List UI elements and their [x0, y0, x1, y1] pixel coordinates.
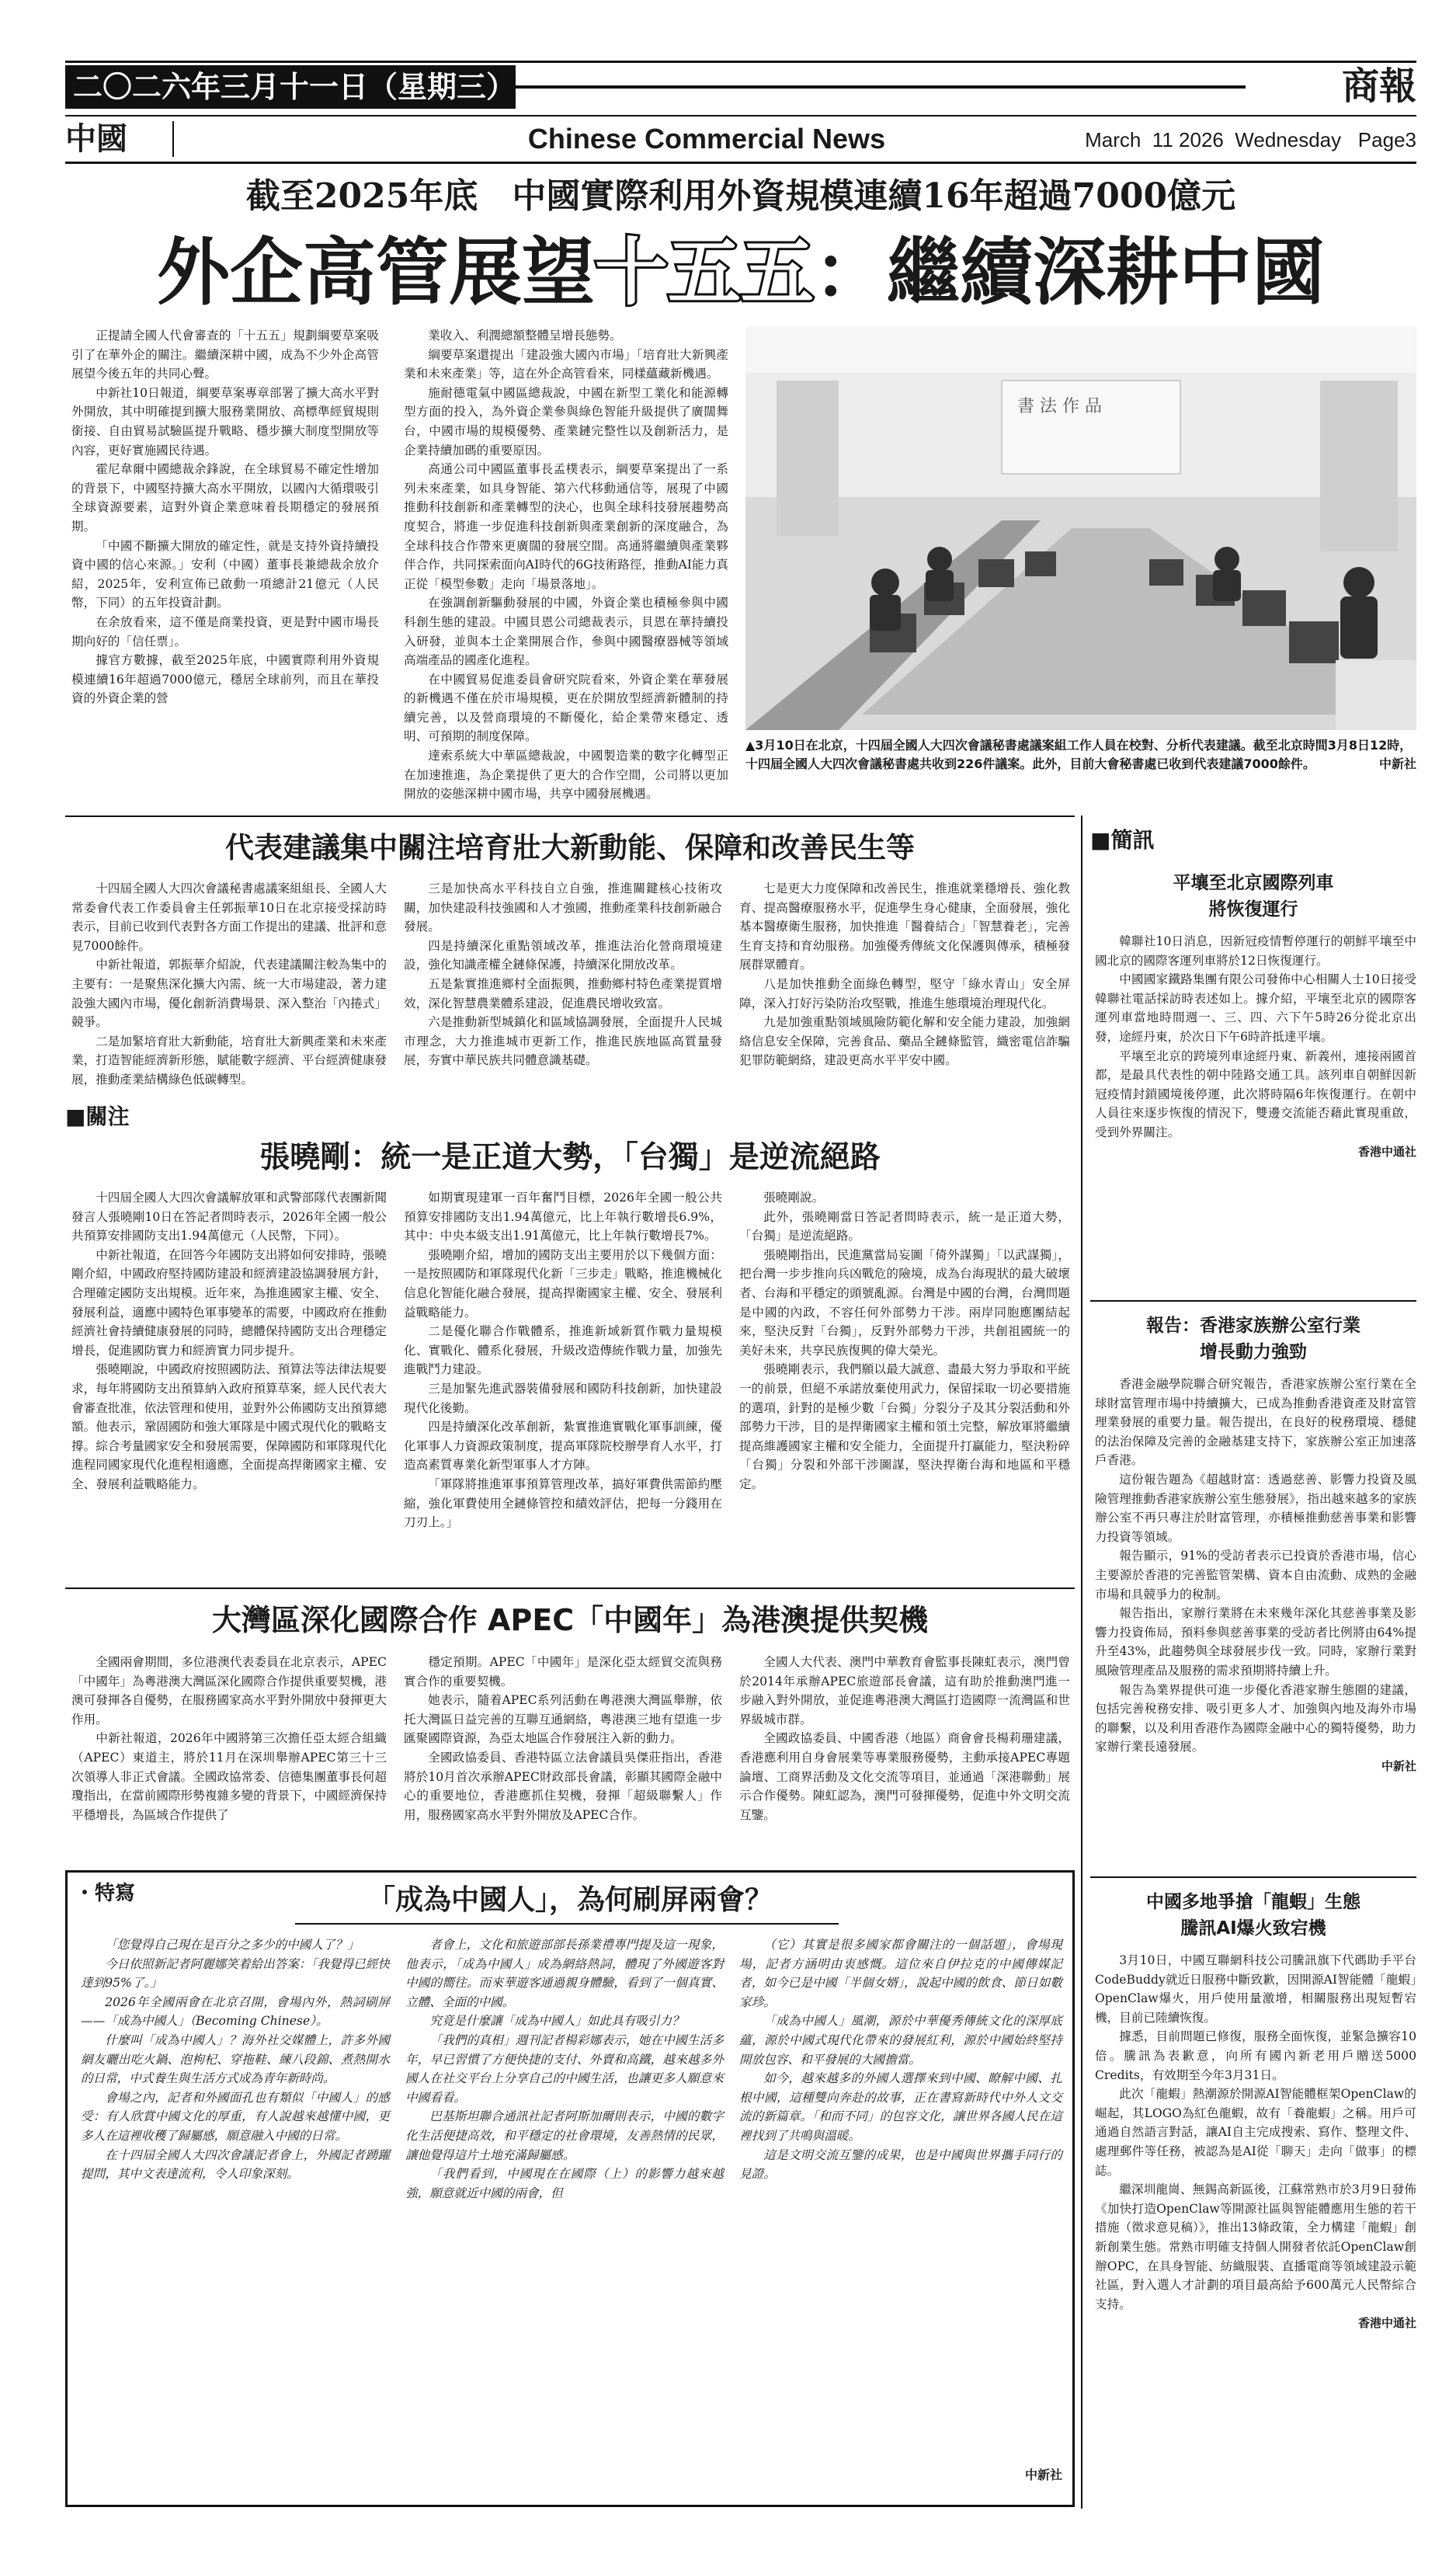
sidebar-item3-headline: 中國多地爭搶「龍蝦」生態 騰訊AI爆火致宕機: [1146, 1892, 1360, 1939]
masthead-bottom-rule: [65, 162, 1416, 164]
feature-head-rule: [295, 1923, 839, 1925]
headline-part-a: 外企高管展望: [156, 231, 595, 315]
headline-part-c: ：繼續深耕中國: [814, 231, 1326, 315]
sidebar-vrule: [1081, 816, 1082, 2509]
story2-col-2: 三是加快高水平科技自立自強，推進關鍵核心技術攻關，加快建設科技強國和人才強國，推動產業科技創新融合發展。 四是持續深化重點領域改革，推進法治化營商環境建設，強化知識產權全鏈條保護，持續深化開放改革。 五是紮實推進鄉村全面振興，推動鄉村特色產業提質增效，深化智慧農業體系建設，促進農民增收致富。 六是推動新型城鎮化和區域協調發展，全面提升人民城市理念，大力推進城市更新工作，推進民族地區高質量發展，夯實中華民族共同體意識基礎。: [404, 882, 722, 1068]
story3-col-3: 張曉剛說。 此外，張曉剛當日答記者問時表示，統一是正道大勢，「台獨」是逆流絕路。 張曉剛指出，民進黨當局妄圖「倚外謀獨」「以武謀獨」，把台灣一步步推向兵凶戰危的險境，成為台海現狀的最大破壞者、台海和平穩定的頭號亂源。台灣是中國的台灣，台灣問題是中國的內政，不容任何外部勢力干涉。兩岸同胞應團結起來，堅決反對「台獨」，反對外部勢力干涉，共創祖國統一的美好未來，共享民族復興的偉大榮光。 張曉剛表示，我們願以最大誠意、盡最大努力爭取和平統一的前景，但絕不承諾放棄使用武力，保留採取一切必要措施的選項，針對的是極少數「台獨」分裂分子及其分裂活動和外部勢力干涉，目的是捍衛國家主權和領土完整，解放軍將繼續提高維護國家主權和安全能力，全面提升打贏能力，堅決粉碎「台獨」分裂和外部干涉圖謀，堅決捍衛台海和地區和平穩定。: [739, 1191, 1070, 1491]
english-date: March 11 2026 Wednesday Page3: [1085, 128, 1416, 151]
story4-headline: 大灣區深化國際合作 APEC「中國年」為港澳提供契機: [211, 1603, 929, 1637]
feature-col-1: 「您覺得自己現在是百分之多少的中國人了？」 今日依照新記者阿麗娜笑着給出答案：「我覺得已經快達到95%了。」 2026年全國兩會在北京召開，會場內外，熱詞刷屏——「成為中國人」（Becoming Chinese）。 什麼叫「成為中國人」？海外社交媒體上，許多外國網友曬出吃火鍋、泡枸杞、穿拖鞋、練八段錦、煮熱開水的日常，中式養生與生活方式成為青年新時尚。 會場之內，記者和外國面孔也有類似「中國人」的感受：有人欣賞中國文化的厚重，有人說越來越懂中國，更多人在這裡收穫了歸屬感，願意融入中國的日常。 在十四屆全國人大四次會議記者會上，外國記者踴躍提問，其中文表達流利，令人印象深刻。: [81, 1938, 390, 2182]
feature-headline: 「成為中國人」，為何刷屏兩會？: [367, 1883, 773, 1916]
sidebar-rule-2: [1090, 1876, 1416, 1878]
story2-col-1: 十四屆全國人大四次會議秘書處議案組組長、全國人大常委會代表工作委員會主任郭振華10日在北京接受採訪時表示，目前已收到代表對各方面工作提出的建議、批評和意見7000餘件。 中新社報道，郭振華介紹說，代表建議關注較為集中的主要有：一是聚焦深化擴大內需、統一大市場建設，著力建設強大國內市場，優化創新消費場景、深入整治「內捲式」競爭。 二是加緊培育壯大新動能，培育壯大新興產業和未來產業，打造智能經濟新形態，賦能數字經濟、平台經濟健康發展，推動產業結構綠色低碳轉型。: [71, 882, 387, 1087]
section-vrule: [172, 121, 174, 157]
sidebar-rule-1: [1090, 1300, 1416, 1302]
story3-tag: ■關注: [65, 1104, 130, 1129]
caption-text: ▲3月10日在北京，十四屆全國人大四次會議秘書處議案組工作人員在校對、分析代表建議。截至北京時間3月8日12時，十四屆全國人大四次會議秘書處共收到226件議案。此外，目前大會秘書處已收到代表建議7000餘件。: [745, 738, 1413, 771]
top-story-col-1: 正提請全國人代會審查的「十五五」規劃綱要草案吸引了在華外企的關注。繼續深耕中國，成為不少外企高管展望今後五年的共同心聲。 中新社10日報道，綱要草案專章部署了擴大高水平對外開放，其中明確提到擴大服務業開放、高標準經貿規則銜接、自由貿易試驗區提升戰略、穩步擴大制度型開放等內容，更好實施國民待遇。 霍尼韋爾中國總裁余鋒說，在全球貿易不確定性增加的背景下，中國堅持擴大高水平開放，以國內大循環吸引全球資源要素，這對外資企業意味着長期穩定的發展預期。 「中國不斷擴大開放的確定性，就是支持外資持續投資中國的信心來源。」安利（中國）董事長兼總裁余放介紹，2025年，安利宣佈已啟動一項總計21億元（人民幣，下同）的五年投資計劃。 在余放看來，這不僅是商業投資，更是對中國市場長期向好的「信任票」。 據官方數據，截至2025年底，中國實際利用外資規模連續16年超過7000億元，穩居全球前列，而且在華投資的外資企業的營: [71, 329, 379, 706]
sidebar-tag: ■簡訊: [1090, 827, 1155, 853]
svg-text:書 法 作 品: 書 法 作 品: [1017, 397, 1102, 416]
top-story-headline: [65, 227, 1416, 320]
story3-headline: 張曉剛：統一是正道大勢，「台獨」是逆流絕路: [259, 1140, 881, 1175]
feature-source: 中新社: [1024, 2467, 1062, 2482]
sidebar-item2-headline: 報告：香港家族辦公室行業 增長動力強勁: [1146, 1316, 1360, 1362]
sidebar-item1-body: 韓聯社10日消息，因新冠疫情暫停運行的朝鮮平壤至中國北京的國際客運列車將於12日恢復運行。 中國國家鐵路集團有限公司發佈中心相關人士10日接受韓聯社電話採訪時表述如上。據介紹，平壤至北京的國際客運列車當地時間週一、三、四、六下午5時26分從北京出發，途經丹東，於次日下午6時許抵達平壤。 平壤至北京的跨境列車途經丹東、新義州，連接兩國首都，是最具代表性的朝中陸路交通工具。該列車自朝鮮因新冠疫情封鎖國境後停運，此次將時隔6年恢復運行。在朝中人員往來逐步恢復的情況下，雙邊交流能否藉此實現重啟，受到外界關注。 香港中通社: [1095, 934, 1416, 1159]
section-label: 中國: [65, 121, 127, 157]
paper-name: 商報: [1341, 64, 1416, 108]
top-rule: [65, 61, 1416, 63]
top-story-col-2: 業收入、利潤總額整體呈增長態勢。 綱要草案還提出「建設強大國內市場」「培育壯大新興產業和未來產業」等，這在外企高管看來，同樣蘊藏新機遇。 施耐德電氣中國區總裁說，中國在新型工業化和能源轉型方面的投入，為外資企業參與綠色智能升級提供了廣闊舞台，中國市場的規模優勢、產業鏈完整性以及創新活力，是企業持續加碼的重要原因。 高通公司中國區董事長孟樸表示，綱要草案提出了一系列未來產業，如具身智能、第六代移動通信等，展現了中國推動科技創新和產業轉型的決心，也與全球科技發展趨勢高度契合，將進一步促進科技創新與產業創新的深度融合，為全球科技合作帶來更廣闊的發展空間。高通將繼續與產業夥伴合作，共同探索面向AI時代的6G技術路徑，推動AI能力真正從「模型參數」走向「場景落地」。 在強調創新驅動發展的中國，外資企業也積極參與中國科創生態的建設。中國貝恩公司總裁表示，貝恩在華持續投入研發，並與本土企業開展合作，參與中國醫療器械等領域高端產品的國產化進程。 在中國貿易促進委員會研究院看來，外資企業在華發展的新機遇不僅在於市場規模，更在於開放型經濟新體制的持續完善，以及營商環境的不斷優化，給企業帶來穩定、透明、可預期的制度保障。 達索系統大中華區總裁說，中國製造業的數字化轉型正在加速推進，為企業提供了更大的合作空間，公司將以更加開放的姿態深耕中國市場，共享中國發展機遇。: [404, 329, 728, 802]
story2-headline: 代表建議集中關注培育壯大新動能、保障和改善民生等: [225, 831, 915, 864]
meeting-room-photo: [745, 326, 1416, 730]
photo-caption: [745, 736, 1416, 798]
masthead-date-rule: [516, 85, 1246, 89]
story3-col-1: 十四屆全國人大四次會議解放軍和武警部隊代表團新聞發言人張曉剛10日在答記者問時表示，2026年全國一般公共預算安排國防支出1.94萬億元（人民幣，下同）。 中新社報道，在回答今年國防支出將如何安排時，張曉剛介紹，中國政府堅持國防建設和經濟建設協調發展方針，合理確定國防支出規模。近年來，為推進國家主權、安全、發展利益，適應中國特色軍事變革的需要，中國政府在推動經濟社會持續健康發展的同時，總體保持國防支出合理穩定增長，促進國防實力和經濟實力同步提升。 張曉剛說，中國政府按照國防法、預算法等法律法規要求，每年將國防支出預算納入政府預算草案，經人民代表大會審查批准，依法管理和使用，並對外公佈國防支出預算總額。他表示，鞏固國防和強大軍隊是中國式現代化的戰略支撐。綜合考量國家安全和發展需要，保障國防和軍隊現代化進程同國家現代化進程相適應，全面提高捍衛國家主權、安全、發展利益戰略能力。: [71, 1191, 387, 1491]
story4-col-3: 全國人大代表、澳門中華教育會監事長陳虹表示，澳門曾於2014年承辦APEC旅遊部長會議，這有助於推動澳門進一步融入對外開放，並促進粵港澳大灣區打造國際一流灣區和世界級城市群。 全國政協委員、中國香港（地區）商會會長楊莉珊建議，香港應利用自身會展業等專業服務優勢，主動承接APEC專題論壇、工商界活動及文化交流等項目，並通過「深港聯動」展示合作優勢。陳虹認為，澳門可發揮優勢，促進中外文明交流互鑒。: [739, 1655, 1070, 1822]
headline-part-b: 十五五: [594, 231, 814, 315]
feature-col-2: 者會上，文化和旅遊部部長孫業禮專門提及這一現象，他表示，「成為中國人」成為網絡熱詞，體現了外國遊客對中國的嚮往。而來華遊客通過親身體驗，看到了一個真實、立體、全面的中國。 究竟是什麼讓「成為中國人」如此具有吸引力？ 「我們的真相」週刊記者楊彩娜表示，她在中國生活多年，早已習慣了方便快捷的支付、外賣和高鐵，越來越多外國人在社交平台上分享自己的中國生活，也讓更多人願意來中國看看。 巴基斯坦聯合通訊社記者阿斯加爾則表示，中國的數字化生活便捷高效，和平穩定的社會環境，友善熱情的民眾，讓他覺得這片土地充滿歸屬感。 「我們看到，中國現在在國際（上）的影響力越來越強，願意就近中國的兩會，但: [405, 1938, 724, 2200]
masthead-rule: [65, 115, 1416, 116]
caption-source: 中新社: [1378, 756, 1416, 771]
feature-col-3: （它）其實是很多國家都會關注的一個話題」，會場現場，記者方涵明由衷感慨。這位來自伊拉克的中國傳媒記者，如今已是中國「半個女婿」，說起中國的飲食、節日如數家珍。 「成為中國人」風潮，源於中華優秀傳統文化的深厚底蘊，源於中國式現代化帶來的發展紅利，源於中國始終堅持開放包容、和平發展的大國擔當。 如今，越來越多的外國人選擇來到中國、瞭解中國、扎根中國，這種雙向奔赴的故事，正在書寫新時代中外人文交流的新篇章。「和而不同」的包容文化，讓世界各國人民在這裡找到了共鳴與溫暖。 這是文明交流互鑒的成果，也是中國與世界攜手同行的見證。: [739, 1938, 1062, 2182]
top-story-photo: [745, 326, 1416, 730]
sidebar-item3-body: 3月10日，中國互聯網科技公司騰訊旗下代碼助手平台CodeBuddy就近日服務中斷致歉，因開源AI智能體「龍蝦」OpenClaw爆火，用戶使用量激增，相關服務出現短暫宕機，目前已陸續恢復。 據悉，目前問題已修復，服務全面恢復，並緊急擴容10倍。騰訊為表歉意，向所有國內新老用戶贈送5000 Credits，有效期至今年3月31日。 此次「龍蝦」熱潮源於開源AI智能體框架OpenClaw的崛起，其LOGO為紅色龍蝦，故有「養龍蝦」之稱。用戶可通過自然語言對話，讓AI自主完成搜索、寫作、整理文件、處理郵件等任務，被認為是AI從「聊天」走向「做事」的標誌。 繼深圳龍崗、無錫高新區後，江蘇常熟市於3月9日發佈《加快打造OpenClaw等開源社區與智能體應用生態的若干措施（徵求意見稿）》，推出13條政策，全力構建「龍蝦」創新創業生態。常熟市明確支持個人開發者依託OpenClaw創辦OPC，在具身智能、紡織服裝、直播電商等領域建設示範社區，對入選人才計劃的項目最高給予600萬元人民幣綜合支持。 香港中通社: [1095, 1953, 1416, 2331]
story2-col-3: 七是更大力度保障和改善民生，推進就業穩增長、強化教育、提高醫療服務水平，促進學生身心健康，全面發展，強化基本醫療衛生服務，加快推進「醫養結合」「智慧養老」，完善生育支持和育幼服務。加強優秀傳統文化保護與傳承，積極發展群眾體育。 八是加快推動全面綠色轉型，堅守「綠水青山」安全屏障，深入打好污染防治攻堅戰，推進生態環境治理現代化。 九是加強重點領域風險防範化解和安全能力建設，加強網絡信息安全保障，完善食品、藥品全鏈條監管，織密電信詐騙犯罪防範網絡，建設更高水平平安中國。: [739, 882, 1070, 1068]
story4-col-2: 穩定預期。APEC「中國年」是深化亞太經貿交流與務實合作的重要契機。 她表示，隨着APEC系列活動在粵港澳大灣區舉辦，依托大灣區日益完善的互聯互通網絡，粵港澳三地有望進一步匯聚國際資源，為亞太地區合作發展注入新的動力。 全國政協委員、香港特區立法會議員吳傑莊指出，香港將於10月首次承辦APEC財政部長會議，彰顯其國際金融中心的重要地位，香港應抓住契機，發揮「超級聯繫人」作用，服務國家高水平對外開放及APEC合作。: [404, 1655, 722, 1822]
story3-col-2: 如期實現建軍一百年奮鬥目標，2026年全國一般公共預算安排國防支出1.94萬億元，比上年執行數增長6.9%，其中：中央本級支出1.91萬億元，比上年執行數增長7%。 張曉剛介紹，增加的國防支出主要用於以下幾個方面：一是按照國防和軍隊現代化新「三步走」戰略，推進機械化信息化智能化融合發展，提高捍衛國家主權、安全、發展利益戰略能力。 二是優化聯合作戰體系，推進新域新質作戰力量規模化、實戰化、體系化發展，升級改造傳統作戰力量，加強先進戰鬥力建設。 三是加緊先進武器裝備發展和國防科技創新，加快建設現代化後勤。 四是持續深化改革創新，紮實推進實戰化軍事訓練，優化軍事人力資源政策制度，提高軍隊院校辦學育人水平，打造高素質專業化新型軍事人才方陣。 「軍隊將推進軍事預算管理改革，搞好軍費供需節約壓縮，強化軍費使用全鏈條管控和績效評估，把每一分錢用在刀刃上。」: [404, 1191, 722, 1530]
top-story-kicker: 截至2025年底 中國實際利用外資規模連續16年超過7000億元: [245, 176, 1236, 216]
feature-tag: ・特寫: [75, 1882, 136, 1905]
story4-col-1: 全國兩會期間，多位港澳代表委員在北京表示，APEC「中國年」為粵港澳大灣區深化國際合作提供重要契機，港澳可發揮各自優勢，在服務國家高水平對外開放中發揮更大作用。 中新社報道，2026年中國將第三次擔任亞太經合組織（APEC）東道主，將於11月在深圳舉辦APEC第三十三次領導人非正式會議。全國政協常委、信德集團董事長何超瓊指出，在當前國際形勢複雜多變的背景下，中國經濟保持平穩增長，為區域合作提供了: [71, 1655, 387, 1822]
sidebar-item2-body: 香港金融學院聯合研究報告，香港家族辦公室行業在全球財富管理市場中持續擴大，已成為推動香港資產及財富管理業發展的重要力量。報告提出，在良好的稅務環境、穩健的法治保障及完善的金融基建支持下，家族辦公室正加速落戶香港。 這份報告題為《超越財富：透過慈善、影響力投資及風險管理推動香港家族辦公室生態發展》，指出越來越多的家族辦公室不再只專注於財富管理，亦積極推動慈善事業和影響力投資等領域。 報告顯示，91%的受訪者表示已投資於香港市場，信心主要源於香港的完善監管架構、資本自由流動、成熟的金融市場和具競爭力的稅制。 報告指出，家辦行業將在未來幾年深化其慈善事業及影響力投資佈局，預料參與慈善事業的受訪者比例將由64%提升至43%，此趨勢與全球發展步伐一致。同時，家辦行業對風險管理產品及服務的需求預期將持續上升。 報告為業界提供可進一步優化香港家辦生態圈的建議，包括完善稅務安排、吸引更多人才、加強與內地及海外市場的聯繫，以及利用香港作為國際金融中心的獨特優勢，助力家辦行業長遠發展。 中新社: [1095, 1377, 1416, 1773]
masthead-date: 二〇二六年三月十一日（星期三）: [65, 65, 516, 109]
top-story-rule: [65, 816, 1075, 817]
english-name: Chinese Commercial News: [527, 123, 886, 155]
story3-rule: [65, 1588, 1075, 1589]
sidebar-item1-headline: 平壤至北京國際列車 將恢復運行: [1173, 873, 1334, 920]
